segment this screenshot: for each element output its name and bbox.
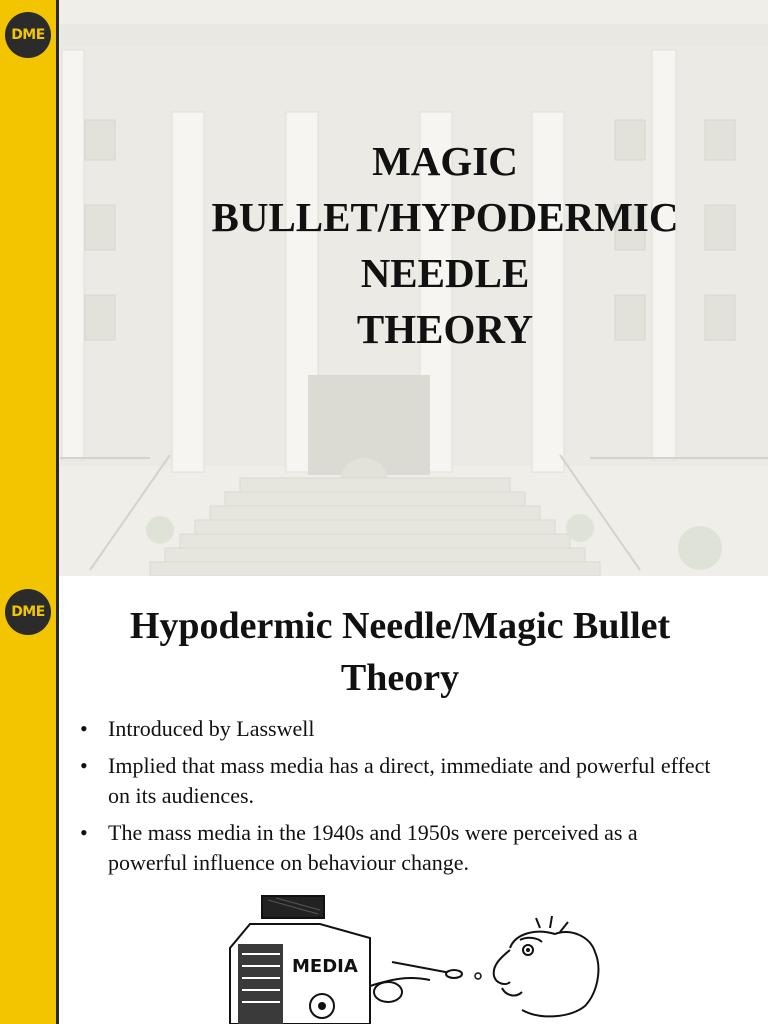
bullet-list	[80, 714, 720, 885]
bullet-item: • The mass media in the 1940s and 1950s were perceived as a powerful influence on behaviour change.	[80, 820, 638, 875]
dme-logo-icon: DME	[5, 12, 51, 58]
media-cartoon-image	[210, 888, 610, 1024]
bullet-icon: •	[80, 753, 88, 778]
content-slide	[0, 576, 768, 1024]
cartoon-media-label: MEDIA	[292, 956, 358, 977]
yellow-sidebar	[0, 0, 59, 576]
bullet-item: • Implied that mass media has a direct, immediate and powerful effect on its audiences.	[80, 753, 711, 808]
bullet-icon: •	[80, 716, 88, 741]
slide-title: MAGIC BULLET/HYPODERMIC NEEDLE THEORY	[211, 138, 679, 352]
yellow-sidebar	[0, 576, 59, 1024]
slide-heading: Hypodermic Needle/Magic Bullet Theory	[129, 605, 671, 699]
bullet-item: • Introduced by Lasswell	[80, 714, 720, 744]
dme-logo-icon: DME	[5, 589, 51, 635]
bullet-icon: •	[80, 820, 88, 845]
